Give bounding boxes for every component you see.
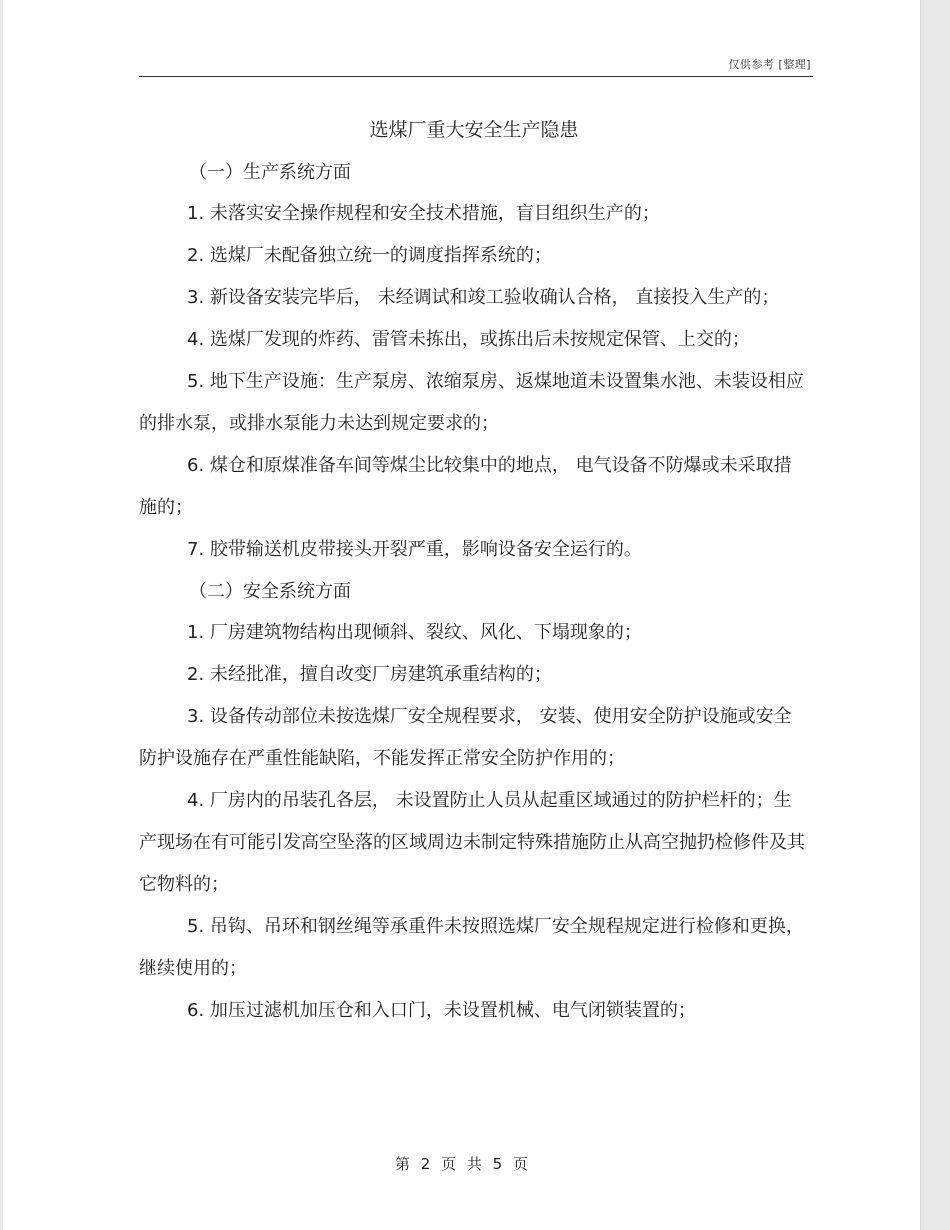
list-item: 5. 地下生产设施：生产泵房、浓缩泵房、返煤地道未设置集水池、未装设相应的排水泵，或排水泵能力未达到规定要求的； bbox=[139, 371, 804, 434]
list-item: 2. 选煤厂未配备独立统一的调度指挥系统的； bbox=[187, 245, 552, 266]
list-item: 2. 未经批准，擅自改变厂房建筑承重结构的； bbox=[187, 664, 552, 685]
list-item: 6. 煤仓和原煤准备车间等煤尘比较集中的地点， 电气设备不防爆或未采取措施的； bbox=[139, 455, 792, 518]
list-item: 5. 吊钩、吊环和钢丝绳等承重件未按照选煤厂安全规程规定进行检修和更换，继续使用的； bbox=[139, 916, 804, 979]
document-page bbox=[3, 0, 921, 1230]
list-item: 1. 未落实安全操作规程和安全技术措施，盲目组织生产的； bbox=[187, 203, 660, 224]
list-item: 3. 新设备安装完毕后， 未经调试和竣工验收确认合格， 直接投入生产的； bbox=[187, 287, 780, 308]
list-item: 6. 加压过滤机加压仓和入口门，未设置机械、电气闭锁装置的； bbox=[187, 1000, 696, 1021]
document-title: 选煤厂重大安全生产隐患 bbox=[369, 119, 579, 141]
list-item: 1. 厂房建筑物结构出现倾斜、裂纹、风化、下塌现象的； bbox=[187, 622, 642, 643]
page-footer: 第 2 页 共 5 页 bbox=[395, 1155, 528, 1173]
header-note: 仅供参考 [整理] bbox=[728, 58, 811, 71]
list-item: 7. 胶带输送机皮带接头开裂严重，影响设备安全运行的。 bbox=[187, 539, 642, 560]
section-heading-safety: （二）安全系统方面 bbox=[189, 581, 351, 602]
list-item: 4. 选煤厂发现的炸药、雷管未拣出，或拣出后未按规定保管、上交的； bbox=[187, 329, 750, 350]
section-heading-production: （一）生产系统方面 bbox=[189, 162, 351, 183]
list-item: 4. 厂房内的吊装孔各层， 未设置防止人员从起重区域通过的防护栏杆的；生产现场在有可能引发高空坠落的区域周边未制定特殊措施防止从高空抛扔检修件及其它物料的； bbox=[139, 790, 805, 895]
list-item: 3. 设备传动部位未按选煤厂安全规程要求， 安装、使用安全防护设施或安全防护设施存在严重性能缺陷，不能发挥正常安全防护作用的； bbox=[139, 706, 792, 769]
page-header bbox=[139, 56, 813, 77]
document-body bbox=[139, 110, 809, 1032]
